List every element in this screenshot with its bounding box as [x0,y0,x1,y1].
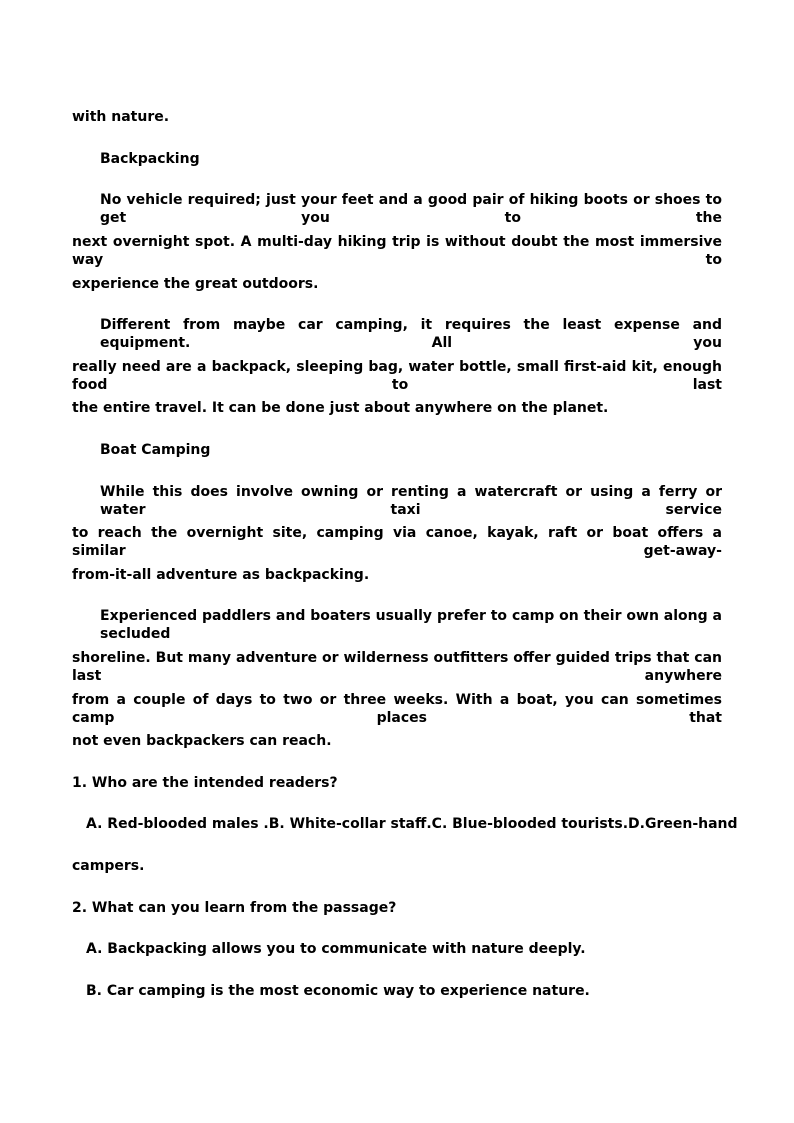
q2-option-a: A. Backpacking allows you to communicate with nature deeply. [86,941,586,957]
paragraph-line: from-it-all adventure as backpacking. [72,567,370,583]
passage-line-fragment: with nature. [72,109,170,125]
paragraph-line: really need are a backpack, sleeping bag, water bottle, small first-aid kit, enough food to last [72,359,722,393]
paragraph-line: Experienced paddlers and boaters usually prefer to camp on their own along a secluded [100,608,722,642]
q1-option-d-continuation: campers. [72,858,145,874]
paragraph-line: No vehicle required; just your feet and a good pair of hiking boots or shoes to get you to the [100,192,722,226]
paragraph-line: experience the great outdoors. [72,276,319,292]
q1-option-a: A. Red-blooded males . [86,816,269,832]
paragraph-line: Different from maybe car camping, it requires the least expense and equipment. All you [100,317,722,351]
q1-option-c: C. Blue-blooded tourists. [431,816,629,832]
question-1-stem: 1. Who are the intended readers? [72,775,338,791]
paragraph-line: shoreline. But many adventure or wilderness outfitters offer guided trips that can last anywhere [72,650,722,684]
paragraph-line: not even backpackers can reach. [72,733,332,749]
question-1-options [86,815,738,833]
paragraph-line: from a couple of days to two or three weeks. With a boat, you can sometimes camp places that [72,692,722,726]
paragraph-line: the entire travel. It can be done just about anywhere on the planet. [72,400,609,416]
paragraph-line: next overnight spot. A multi-day hiking trip is without doubt the most immersive way to [72,234,722,268]
q1-option-b: B. White-collar staff. [268,816,432,832]
q1-option-d-label: D. [628,816,645,832]
section-heading-backpacking: Backpacking [100,151,200,167]
paragraph-line: to reach the overnight site, camping via canoe, kayak, raft or boat offers a similar get-away- [72,525,722,559]
question-2-stem: 2. What can you learn from the passage? [72,900,397,916]
section-heading-boat-camping: Boat Camping [100,442,211,458]
q1-option-d-text: Green-hand [644,816,738,832]
q2-option-b: B. Car camping is the most economic way to experience nature. [86,983,590,999]
paragraph-line: While this does involve owning or renting a watercraft or using a ferry or water taxi service [100,484,722,518]
